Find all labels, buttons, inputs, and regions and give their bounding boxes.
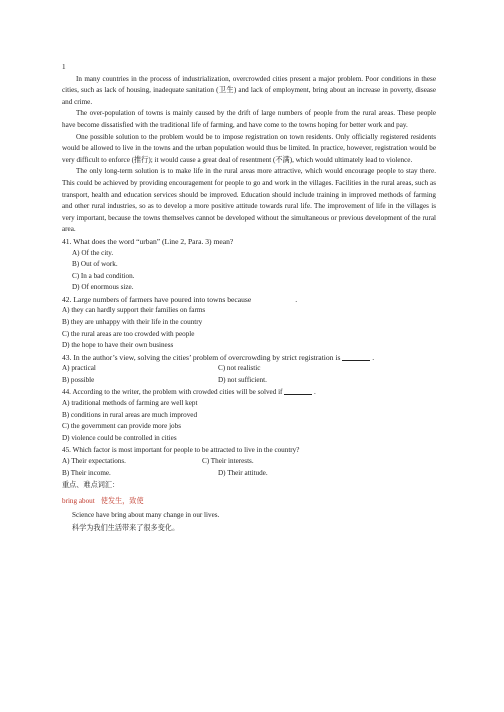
paragraph-2: The over-population of towns is mainly caused by the drift of large numbers of people from the rural areas. These people have become dissatisfied with the traditional life of farming, and have come to the towns hoping for better work and pay. — [62, 109, 436, 129]
q44-blank — [284, 394, 312, 395]
q45-option-d: D) Their attitude. — [218, 468, 268, 477]
q43-stem: 43. In the author’s view, solving the cities’ problem of overcrowding by strict registration is — [62, 352, 341, 362]
q43-tail: . — [372, 352, 375, 362]
q43-blank — [342, 360, 370, 361]
q42-option-c: C) the rural areas are too crowded with people — [62, 329, 195, 338]
q45-options-row-1 — [62, 456, 436, 468]
q44-option-c: C) the government can provide more jobs — [62, 422, 181, 431]
paragraph-1: In many countries in the process of industrialization, overcrowded cities present a major problem. Poor conditions in these cities, such as lack of housing, inadequate sanitation (卫生) and lack of employment, bring about an increase in poverty, disease and crime. — [62, 74, 436, 106]
q41-option-b: B) Out of work. — [72, 260, 118, 269]
paragraph-3: One possible solution to the problem would be to impose registration on town residents. Only officially registered residents would be allowed to live in the towns and the urban population would thus be limited. In practice, however, registration would be very difficult to enforce (推行); it would cause a great deal of resentment (不满), which would ultimately lead to violence. — [62, 132, 436, 164]
example-english: Science have bring about many change in our lives. — [72, 510, 220, 519]
q42-option-b: B) they are unhappy with their life in the country — [62, 318, 203, 327]
q44-option-a: A) traditional methods of farming are well kept — [62, 399, 198, 408]
question-45: 45. Which factor is most important for people to be attracted to live in the country? — [62, 445, 300, 454]
q45-options-row-2 — [62, 468, 436, 480]
paragraph-4: The only long-term solution is to make life in the rural areas more attractive, which would encourage people to stay there. This could be achieved by providing encouragement for people to go and work in the villages. Facilities in the rural areas, such as transport, health and education services should be improved. Education should include training in improved methods of farming and other rural industries, so as to develop a more positive attitude towards rural life. The improvement of life in the villages is very important, because the towns themselves cannot be developed without the simultaneous or previous development of the rural area. — [62, 167, 436, 234]
q45-option-a: A) Their expectations. — [62, 457, 126, 466]
passage-number: 1 — [62, 63, 66, 71]
q44-option-b: B) conditions in rural areas are much improved — [62, 410, 198, 419]
q43-options-row-1 — [62, 363, 436, 375]
q43-option-c: C) not realistic — [218, 364, 261, 373]
q42-option-a: A) they can hardly support their families on farms — [62, 306, 206, 315]
q44-option-d: D) violence could be controlled in cities — [62, 434, 177, 442]
example-chinese: 科学为我们生活带来了很多变化。 — [72, 524, 180, 533]
document-content — [62, 62, 436, 535]
q41-option-c: C) In a bad condition. — [72, 271, 135, 280]
q41-option-a: A) Of the city. — [72, 248, 114, 257]
q42-tail: . — [295, 294, 298, 304]
q45-option-b: B) Their income. — [62, 468, 111, 477]
q44-tail: . — [314, 387, 316, 396]
q41-option-d: D) Of enormous size. — [72, 283, 134, 292]
q42-stem: 42. Large numbers of farmers have poured into towns because — [62, 294, 252, 304]
question-44 — [62, 387, 436, 399]
q43-options-row-2 — [62, 375, 436, 387]
q42-option-d: D) the hope to have their own business — [62, 341, 174, 350]
question-42 — [62, 294, 436, 306]
vocab-entry — [62, 496, 436, 508]
vocab-meaning: 使发生，致使 — [100, 496, 144, 505]
vocab-word: bring about — [62, 496, 95, 505]
q44-stem: 44. According to the writer, the problem with crowded cities will be solved if — [62, 387, 283, 396]
question-43 — [62, 352, 436, 364]
vocab-section-title: 重点、难点词汇： — [62, 481, 120, 490]
question-41: 41. What does the word “urban” (Line 2, Para. 3) mean? — [62, 236, 234, 246]
q43-option-a: A) practical — [62, 364, 96, 373]
q43-option-b: B) possible — [62, 376, 95, 385]
q45-option-c: C) Their interests. — [202, 457, 254, 466]
q43-option-d: D) not sufficient. — [218, 376, 267, 385]
